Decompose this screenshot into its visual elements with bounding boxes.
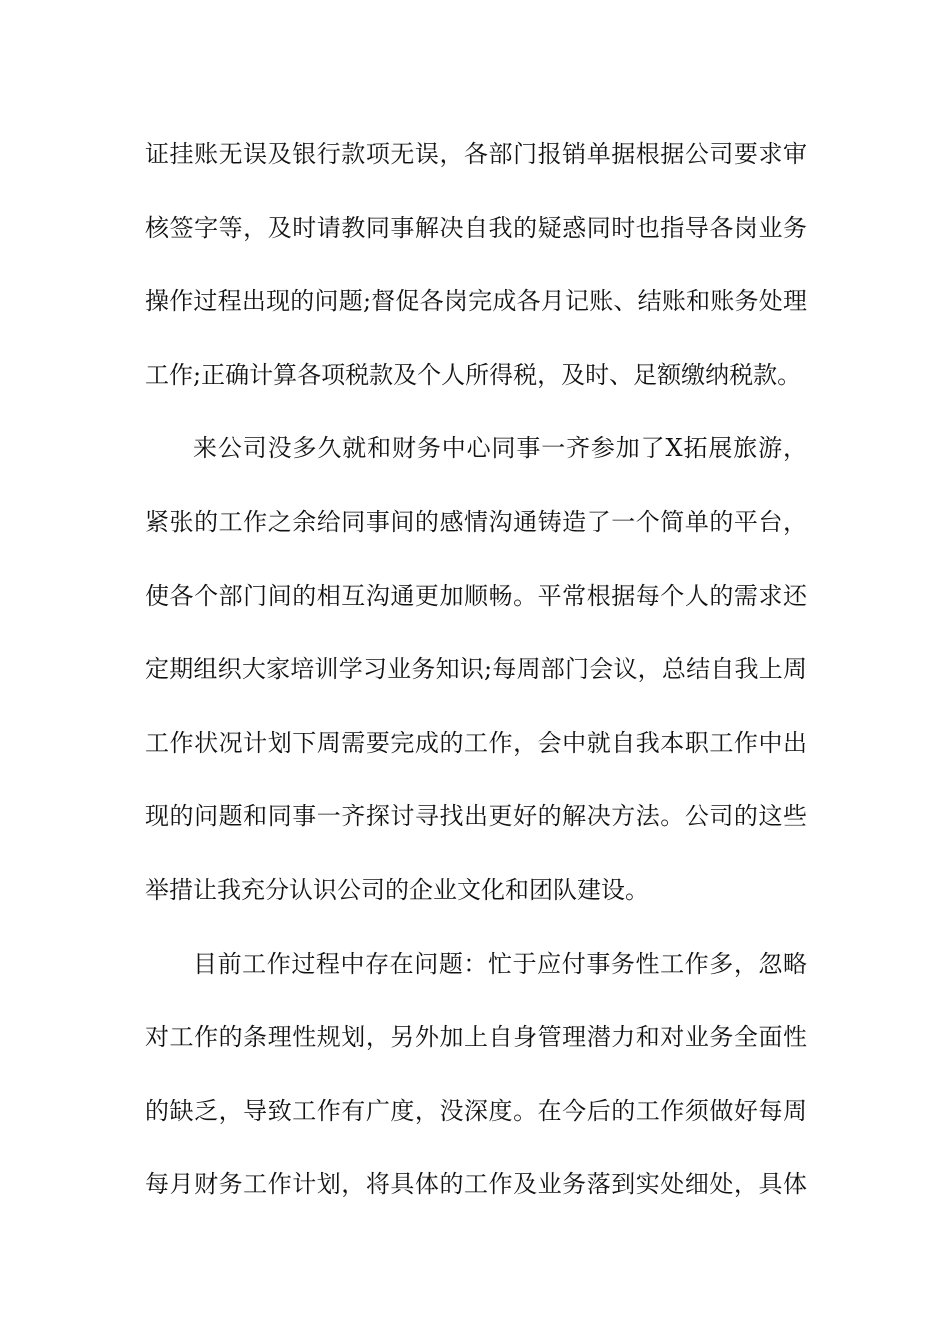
text-line: 来公司没多久就和财务中心同事一齐参加了X拓展旅游， bbox=[193, 434, 807, 463]
paragraph-team-activities bbox=[145, 422, 807, 937]
text-line: 工作;正确计算各项税款及个人所得税，及时、足额缴纳税款。 bbox=[145, 360, 802, 389]
text-line: 操作过程出现的问题;督促各岗完成各月记账、结账和账务处理 bbox=[145, 287, 807, 316]
text-line: 核签字等，及时请教同事解决自我的疑惑同时也指导各岗业务 bbox=[145, 213, 807, 242]
text-line: 证挂账无误及银行款项无误，各部门报销单据根据公司要求审 bbox=[145, 140, 807, 168]
paragraph-continuation bbox=[145, 128, 807, 422]
text-line: 每月财务工作计划，将具体的工作及业务落到实处细处，具体 bbox=[145, 1170, 807, 1199]
text-line: 的缺乏，导致工作有广度，没深度。在今后的工作须做好每周 bbox=[145, 1096, 807, 1125]
text-line: 现的问题和同事一齐探讨寻找出更好的解决方法。公司的这些 bbox=[145, 802, 807, 831]
paragraph-problems bbox=[145, 938, 807, 1232]
text-line: 目前工作过程中存在问题：忙于应付事务性工作多，忽略 bbox=[193, 949, 807, 978]
text-line: 紧张的工作之余给同事间的感情沟通铸造了一个简单的平台， bbox=[145, 507, 807, 536]
text-line: 对工作的条理性规划，另外加上自身管理潜力和对业务全面性 bbox=[145, 1023, 807, 1052]
text-line: 工作状况计划下周需要完成的工作，会中就自我本职工作中出 bbox=[145, 728, 807, 757]
text-line: 定期组织大家培训学习业务知识;每周部门会议，总结自我上周 bbox=[145, 655, 807, 684]
text-line: 举措让我充分认识公司的企业文化和团队建设。 bbox=[145, 875, 649, 904]
text-line: 使各个部门间的相互沟通更加顺畅。平常根据每个人的需求还 bbox=[145, 581, 807, 610]
document-body bbox=[145, 128, 807, 1232]
